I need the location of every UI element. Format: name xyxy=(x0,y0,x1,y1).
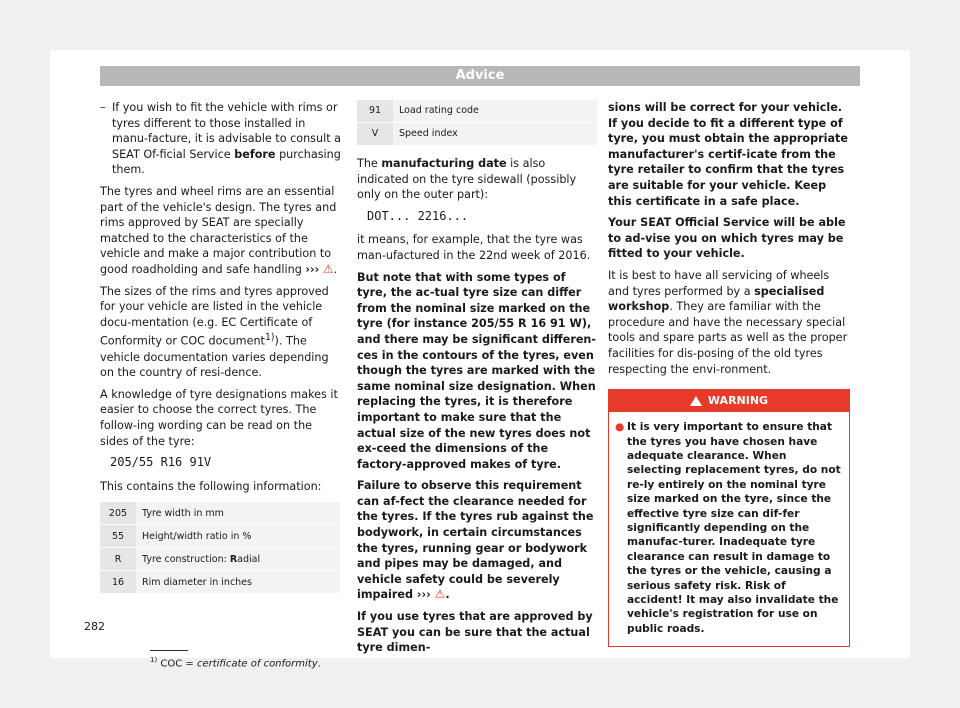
warning-header: WARNING xyxy=(609,390,849,412)
tyre-info-table xyxy=(100,502,340,594)
table-row: R Tyre construction: Radial xyxy=(100,548,340,571)
tyre-code: 205/55 R16 91V xyxy=(110,455,212,470)
paragraph: Failure to observe this requirement can af-fect the clearance needed for the tyres. If the tyres rub against the bodywork, in certain circumstances the tyres, running gear or bodywork and pipes may be damaged, and vehicle safety could be severely impaired ››› ⚠. xyxy=(357,479,594,602)
section-header: Advice xyxy=(100,66,860,86)
paragraph: It is best to have all servicing of wheels and tyres performed by a specialised workshop. They are familiar with the procedure and have the necessary special tools and spare parts as well as the proper facilities for dis-posing of the old tyres respecting the envi-ronment. xyxy=(608,268,848,376)
footnote-ref: 1) xyxy=(264,332,275,344)
column-1 xyxy=(100,100,342,604)
bullet-icon: ● xyxy=(615,421,625,434)
warning-icon xyxy=(690,396,702,406)
warning-triangle-icon: ⚠ xyxy=(434,587,446,602)
footnote-divider xyxy=(150,650,188,651)
table-row: 16 Rim diameter in inches xyxy=(100,571,340,594)
paragraph: The tyres and wheel rims are an essential part of the vehicle's design. The tyres and rims approved by SEAT are specially matched to the characteristics of the vehicle and make a major contribution to good roadholding and safe handling ››› ⚠. xyxy=(100,184,338,276)
paragraph: A knowledge of tyre designations makes it easier to choose the correct tyres. The follow-ing wording can be read on the sides of the tyre: xyxy=(100,387,338,448)
paragraph: This contains the following information: xyxy=(100,479,322,493)
page xyxy=(50,50,910,670)
paragraph: If you use tyres that are approved by SEAT you can be sure that the actual tyre dimen- xyxy=(357,610,593,655)
dash-mark: – xyxy=(100,101,106,114)
paragraph: The sizes of the rims and tyres approved for your vehicle are listed in the vehicle docu-mentation (e.g. EC Certificate of Conformity or COC document$^{1)}$). The vehicle documentation varies depending on the country of resi-dence. xyxy=(100,284,329,380)
paragraph: The manufacturing date is also indicated on the tyre sidewall (possibly only on the outer part): xyxy=(357,157,577,202)
dash-item: – If you wish to fit the vehicle with rims or tyres different to those installed in manu-facture, it is advisable to consult a SEAT Of-ficial Service before purchasing them. xyxy=(100,101,342,177)
cross-reference[interactable]: ››› xyxy=(416,588,431,602)
paragraph: Your SEAT Official Service will be able to ad-vise you on which tyres may be fitted to your vehicle. xyxy=(608,216,846,261)
table-row: 205 Tyre width in mm xyxy=(100,502,340,525)
table-row: 91 Load rating code xyxy=(357,100,597,123)
paragraph: it means, for example, that the tyre was man-ufactured in the 22nd week of 2016. xyxy=(357,233,591,262)
warning-box xyxy=(608,389,850,647)
cross-reference[interactable]: ››› xyxy=(305,262,320,276)
paragraph: sions will be correct for your vehicle. If you decide to fit a different type of tyre, you must obtain the appropriate manufacturer's certif-icate from the tyre retailer to confirm that the tyres are suitable for your vehicle. Keep this certificate in a safe place. xyxy=(608,101,848,208)
column-2 xyxy=(357,100,599,662)
column-3 xyxy=(608,100,850,647)
warning-body: ● It is very important to ensure that the tyres you have chosen have adequate clearance. When selecting replacement tyres, do not re-ly entirely on the nominal tyre size marked on the tyre, since the effective tyre size can dif-fer significantly depending on the manufac-turer. Inadequate tyre clearance can result in damage to the tyres or the vehicle, causing a serious safety risk. Risk of accident! It may also invalidate the vehicle's registration for use on public roads. xyxy=(615,421,841,635)
dot-code: DOT... 2216... xyxy=(367,208,469,223)
paragraph: But note that with some types of tyre, the ac-tual tyre size can differ from the nominal size marked on the tyre (for instance 205/55 R 16 91 W), and there may be significant differen-ces in the contours of the tyres, even though the tyres are marked with the same nominal size designation. When replacing the tyres, it is therefore important to make sure that the actual size of the new tyres does not ex-ceed the dimensions of the factory-approved makes of tyre. xyxy=(357,270,597,471)
table-row: V Speed index xyxy=(357,123,597,146)
table-row: 55 Height/width ratio in % xyxy=(100,525,340,548)
footnote: $^{1)}$ COC = certificate of conformity. xyxy=(150,656,321,670)
page-number: 282 xyxy=(84,620,105,633)
tyre-info-table-2 xyxy=(357,100,597,146)
warning-triangle-icon: ⚠ xyxy=(322,261,334,276)
